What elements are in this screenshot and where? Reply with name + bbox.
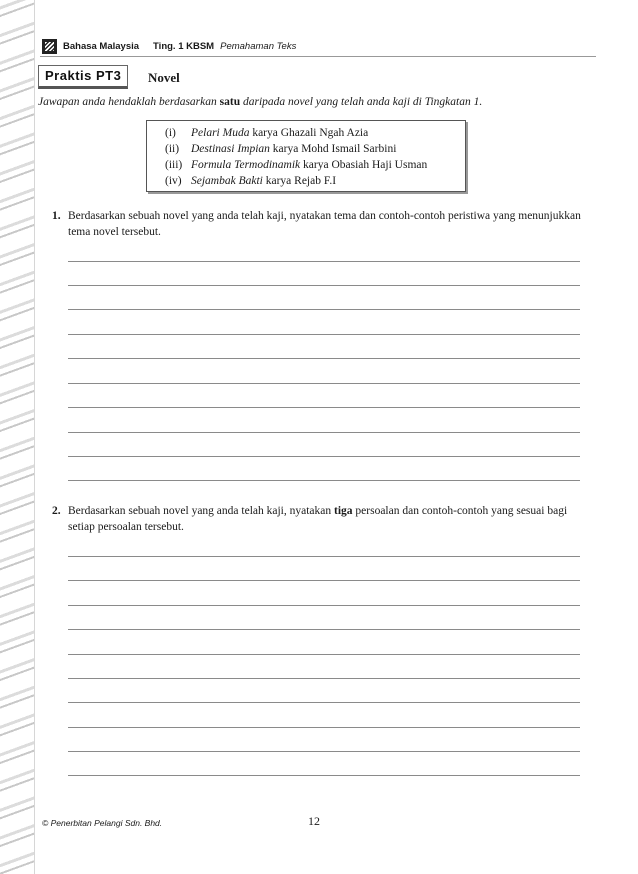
novel-number: (i) <box>165 127 176 139</box>
answer-line[interactable] <box>68 456 580 457</box>
decorative-margin <box>0 0 35 874</box>
answer-line[interactable] <box>68 358 580 359</box>
question-number: 2. <box>52 505 61 517</box>
novel-author: karya Obasiah Haji Usman <box>300 159 428 171</box>
header-level: Ting. 1 KBSM <box>153 40 215 52</box>
header-subject: Bahasa Malaysia <box>63 40 140 52</box>
answer-line[interactable] <box>68 702 580 703</box>
answer-line[interactable] <box>68 261 580 262</box>
question-text-bold: tiga <box>334 505 353 517</box>
question-2 <box>52 503 582 535</box>
answer-line[interactable] <box>68 556 580 557</box>
question-text <box>68 503 582 535</box>
novel-title: Sejambak Bakti <box>191 175 263 187</box>
novel-author: karya Rejab F.I <box>262 175 337 187</box>
answer-line[interactable] <box>68 309 580 310</box>
answer-line[interactable] <box>68 285 580 286</box>
novel-author: karya Ghazali Ngah Azia <box>249 127 369 139</box>
question-1 <box>52 208 582 240</box>
instruction-bold: satu <box>219 96 241 108</box>
novel-title: Formula Termodinamik <box>191 159 301 171</box>
novel-item <box>165 127 368 139</box>
question-number: 1. <box>52 210 61 222</box>
instruction-before: Jawapan anda hendaklah berdasarkan <box>38 96 220 108</box>
answer-line[interactable] <box>68 334 580 335</box>
answer-line[interactable] <box>68 654 580 655</box>
question-text <box>68 208 582 240</box>
question-text-before: Berdasarkan sebuah novel yang anda telah kaji, nyatakan <box>68 505 334 517</box>
novel-item <box>165 159 427 171</box>
instruction-text <box>38 96 482 108</box>
answer-line[interactable] <box>68 605 580 606</box>
header-divider <box>40 56 596 57</box>
answer-line[interactable] <box>68 383 580 384</box>
novel-title: Pelari Muda <box>191 127 250 139</box>
publisher-logo-icon <box>42 39 57 54</box>
answer-line[interactable] <box>68 432 580 433</box>
novel-author: karya Mohd Ismail Sarbini <box>269 143 397 155</box>
section-title: Novel <box>148 70 180 85</box>
novel-number: (ii) <box>165 143 180 155</box>
section-badge: Praktis PT3 <box>38 65 128 89</box>
novel-item <box>165 143 396 155</box>
question-text-before: Berdasarkan sebuah novel yang anda telah kaji, nyatakan tema dan contoh-contoh peristiwa yang menunjukkan tema novel tersebut. <box>68 210 581 238</box>
novel-number: (iii) <box>165 159 183 171</box>
novel-title: Destinasi Impian <box>191 143 270 155</box>
novel-number: (iv) <box>165 175 182 187</box>
answer-line[interactable] <box>68 678 580 679</box>
page-header <box>42 38 602 54</box>
publisher-credit: © Penerbitan Pelangi Sdn. Bhd. <box>42 818 163 828</box>
answer-line[interactable] <box>68 751 580 752</box>
answer-line[interactable] <box>68 727 580 728</box>
answer-line[interactable] <box>68 775 580 776</box>
answer-line[interactable] <box>68 407 580 408</box>
novel-list-box <box>146 120 466 192</box>
question-text-after: persoalan dan contoh-contoh yang sesuai bagi setiap persoalan tersebut. <box>68 505 568 533</box>
novel-item <box>165 175 336 187</box>
answer-line[interactable] <box>68 629 580 630</box>
header-topic: Pemahaman Teks <box>220 40 297 52</box>
page-number: 12 <box>308 814 320 828</box>
instruction-after: daripada novel yang telah anda kaji di Tingkatan 1. <box>240 96 483 108</box>
answer-line[interactable] <box>68 480 580 481</box>
answer-line[interactable] <box>68 580 580 581</box>
